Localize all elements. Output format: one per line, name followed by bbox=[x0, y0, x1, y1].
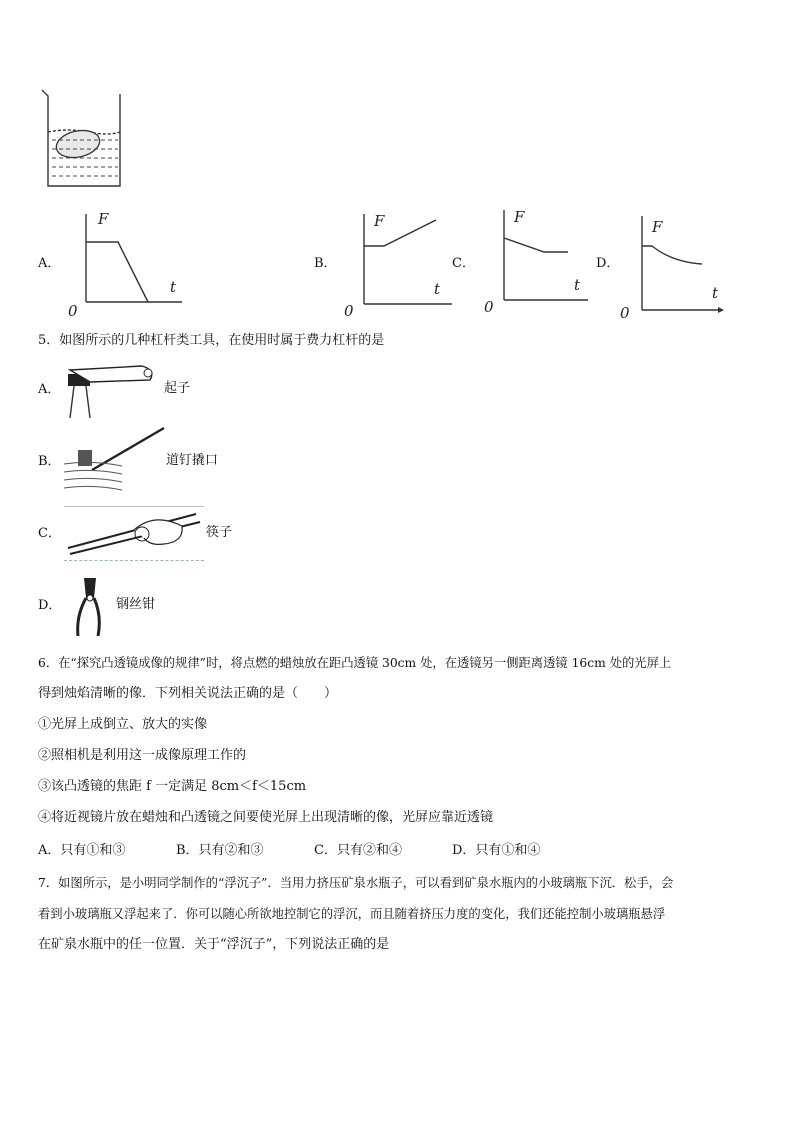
option-b-letter: B． bbox=[314, 256, 337, 271]
axis-t-label: t bbox=[170, 278, 177, 296]
axis-f-label: F bbox=[98, 210, 109, 228]
svg-text:t: t bbox=[712, 284, 719, 302]
q5-question: 5．如图所示的几种杠杆类工具，在使用时属于费力杠杆的是 bbox=[38, 333, 385, 348]
svg-text:t: t bbox=[434, 280, 441, 298]
graph-d bbox=[618, 210, 738, 320]
option-d-letter: D． bbox=[596, 256, 620, 271]
crowbar-icon bbox=[62, 426, 170, 496]
svg-text:F: F bbox=[652, 218, 663, 236]
svg-text:F: F bbox=[374, 212, 385, 230]
q6-statement-2: ②照相机是利用这一成像原理工作的 bbox=[38, 748, 247, 763]
q6-line1: 6．在“探究凸透镜成像的规律”时，将点燃的蜡烛放在距凸透镜 30cm 处，在透镜另一侧距离透镜 16cm 处的光屏上 bbox=[38, 656, 672, 670]
svg-text:t: t bbox=[574, 276, 581, 294]
q7-line3: 在矿泉水瓶中的任一位置．关于“浮沉子”，下列说法正确的是 bbox=[38, 937, 390, 952]
q6-line2: 得到烛焰清晰的像．下列相关说法正确的是（ ） bbox=[38, 686, 338, 701]
q5-option-d-label: 钢丝钳 bbox=[116, 597, 156, 612]
q5-option-c-letter: C． bbox=[38, 526, 61, 541]
origin-label: 0 bbox=[68, 302, 78, 320]
divider-top bbox=[64, 506, 204, 507]
svg-text:0: 0 bbox=[344, 302, 354, 320]
q5-option-b-letter: B． bbox=[38, 454, 61, 469]
q5-option-a-letter: A． bbox=[38, 382, 61, 397]
graph-c bbox=[480, 204, 590, 314]
q7-line2: 看到小玻璃瓶又浮起来了．你可以随心所欲地控制它的浮沉，而且随着挤压力度的变化，我们还能控制小玻璃瓶悬浮 bbox=[38, 907, 666, 921]
svg-text:0: 0 bbox=[484, 298, 494, 316]
q5-option-c-label: 筷子 bbox=[206, 525, 233, 540]
q6-statement-3: ③该凸透镜的焦距 f 一定满足 8cm＜f＜15cm bbox=[38, 779, 307, 794]
graph-b bbox=[340, 208, 460, 318]
q6-choice-d: D．只有①和④ bbox=[452, 843, 541, 858]
pliers-icon bbox=[70, 576, 110, 638]
q6-choice-a: A．只有①和③ bbox=[38, 843, 126, 858]
graph-a bbox=[62, 208, 192, 318]
q6-statement-4: ④将近视镜片放在蜡烛和凸透镜之间要使光屏上出现清晰的像，光屏应靠近透镜 bbox=[38, 810, 494, 825]
option-a-letter: A． bbox=[38, 256, 61, 271]
beaker-figure bbox=[38, 86, 128, 190]
q6-choice-b: B．只有②和③ bbox=[176, 843, 264, 858]
q5-option-b-label: 道钉撬口 bbox=[166, 453, 219, 468]
q6-choice-c: C．只有②和④ bbox=[314, 843, 402, 858]
option-c-letter: C． bbox=[452, 256, 475, 271]
q5-option-a-label: 起子 bbox=[164, 381, 191, 396]
q5-option-d-letter: D． bbox=[38, 598, 62, 613]
q6-statement-1: ①光屏上成倒立、放大的实像 bbox=[38, 717, 208, 732]
q7-line1: 7．如图所示，是小明同学制作的“浮沉子”．当用力挤压矿泉水瓶子，可以看到矿泉水瓶内的小玻璃瓶下沉．松手，会 bbox=[38, 876, 674, 890]
chopsticks-icon bbox=[64, 508, 204, 558]
bottle-opener-icon bbox=[60, 360, 160, 420]
svg-text:F: F bbox=[514, 208, 525, 226]
divider-bottom bbox=[64, 560, 204, 561]
svg-text:0: 0 bbox=[620, 304, 630, 322]
